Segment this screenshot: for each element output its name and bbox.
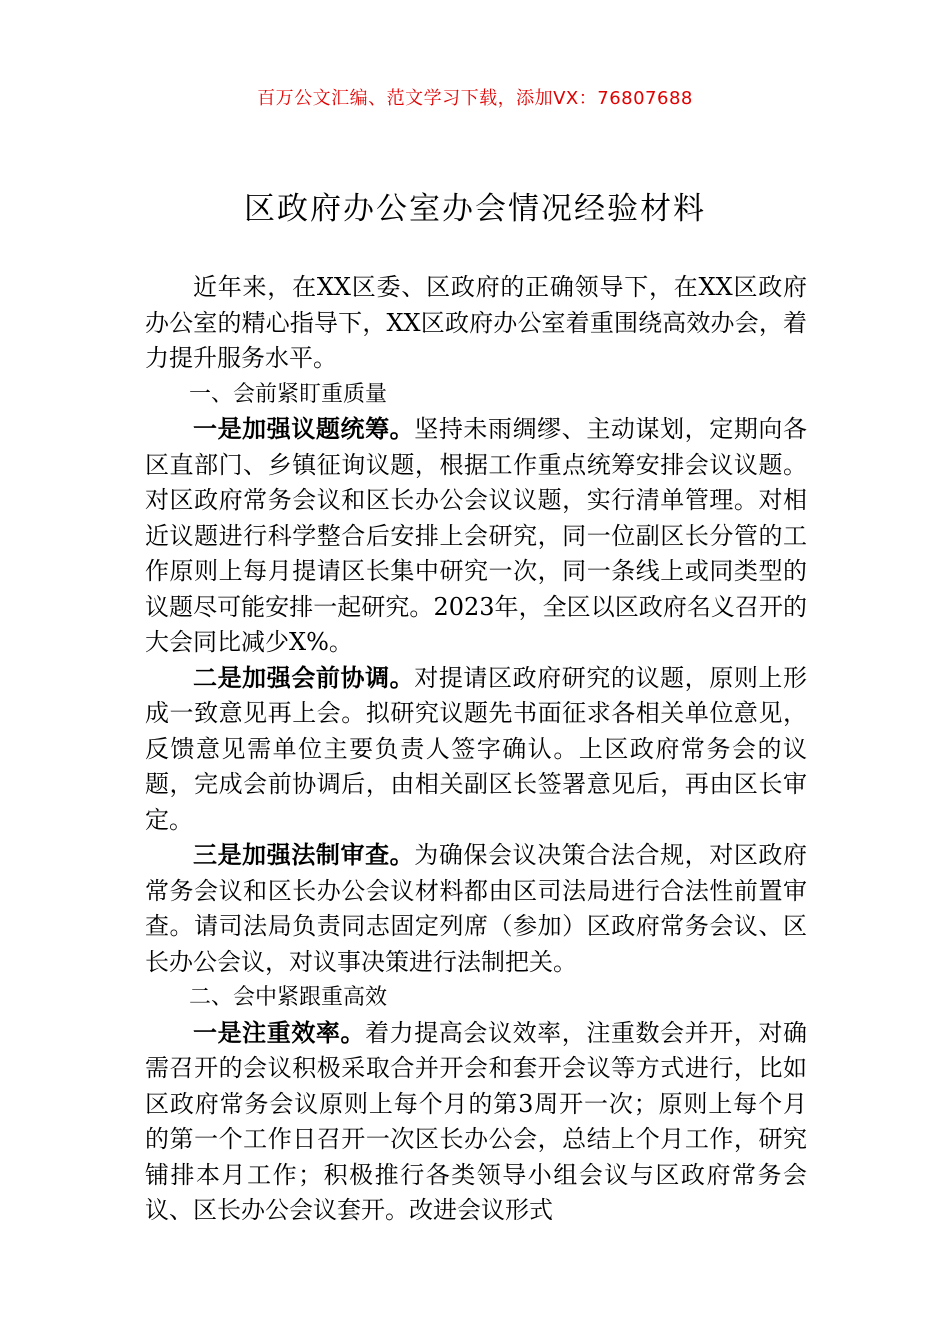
paragraph-3-lead: 三是加强法制审查。 <box>193 841 415 869</box>
paragraph-4-text: 着力提高会议效率，注重数会并开，对确需召开的会议积极采取合并开会和套开会议等方式进行，比如区政府常务会议原则上每个月的第3周开一次；原则上每个月的第一个工作日召开一次区长办公会，总结上个月工作，研究铺排本月工作；积极推行各类领导小组会议与区政府常务会议、区长办公会议套开。改进会议形式 <box>145 1018 808 1224</box>
paragraph-1 <box>145 412 807 661</box>
document-body <box>145 270 807 1229</box>
intro-paragraph: 近年来，在XX区委、区政府的正确领导下，在XX区政府办公室的精心指导下，XX区政府办公室着重围绕高效办会，着力提升服务水平。 <box>145 273 807 372</box>
paragraph-2-text: 对提请区政府研究的议题，原则上形成一致意见再上会。拟研究议题先书面征求各相关单位意见，反馈意见需单位主要负责人签字确认。上区政府常务会的议题，完成会前协调后，由相关副区长签署意见后，再由区长审定。 <box>145 663 807 834</box>
paragraph-3 <box>145 838 807 980</box>
paragraph-1-lead: 一是加强议题统筹。 <box>193 415 415 443</box>
paragraph-4-lead: 一是注重效率。 <box>193 1018 366 1047</box>
paragraph-2 <box>145 661 807 839</box>
section-heading-1: 一、会前紧盯重质量 <box>189 381 388 407</box>
section-heading-2: 二、会中紧跟重高效 <box>189 985 388 1010</box>
paragraph-1-text: 坚持未雨绸缪、主动谋划，定期向各区直部门、乡镇征询议题，根据工作重点统筹安排会议议题。对区政府常务会议和区长办公会议议题，实行清单管理。对相近议题进行科学整合后安排上会研究，同一位副区长分管的工作原则上每月提请区长集中研究一次，同一条线上或同类型的议题尽可能安排一起研究。2023年，全区以区政府名义召开的大会同比减少X%。 <box>145 415 807 656</box>
header-promo-note: 百万公文汇编、范文学习下载，添加VX：76807688 <box>257 88 693 109</box>
paragraph-4 <box>145 1016 807 1229</box>
paragraph-2-lead: 二是加强会前协调。 <box>193 663 415 692</box>
paragraph-3-text: 为确保会议决策合法合规，对区政府常务会议和区长办公会议材料都由区司法局进行合法性前置审查。请司法局负责同志固定列席（参加）区政府常务会议、区长办公会议，对议事决策进行法制把关。 <box>145 841 807 976</box>
page-title: 区政府办公室办会情况经验材料 <box>244 191 706 227</box>
